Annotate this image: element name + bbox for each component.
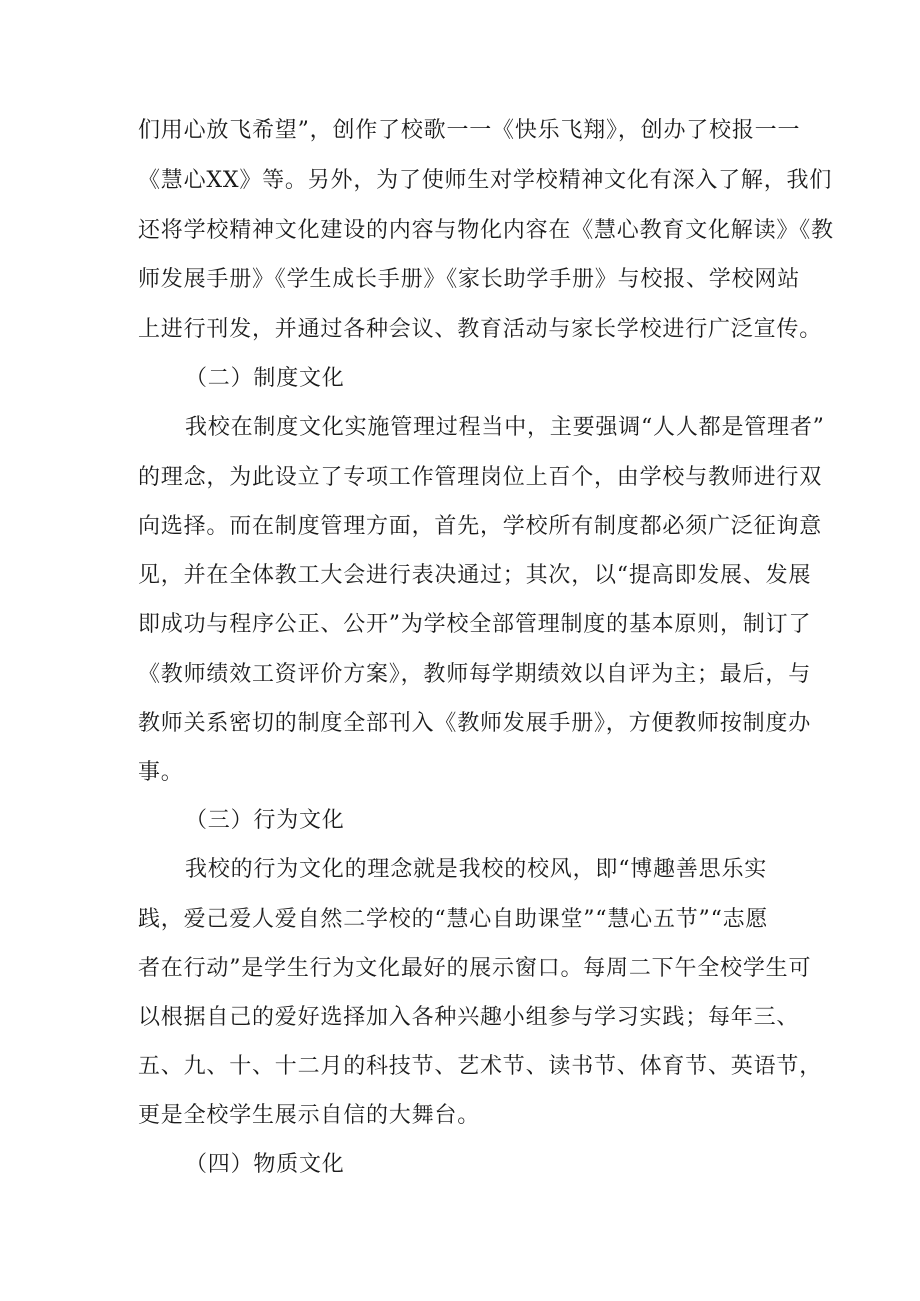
paragraph-line: 见，并在全体教工大会进行表决通过；其次，以“提高即发展、发展	[138, 563, 812, 588]
section-heading-system-culture: （二）制度文化	[185, 366, 345, 391]
paragraph-line: 还将学校精神文化建设的内容与物化内容在《慧心教育文化解读》《教	[138, 218, 834, 243]
paragraph-line: 的理念，为此设立了专项工作管理岗位上百个，由学校与教师进行双	[138, 465, 823, 490]
paragraph-line: 们用心放飞希望”，创作了校歌一一《快乐飞翔》，创办了校报一一	[138, 118, 801, 143]
paragraph-line: 更是全校学生展示自信的大舞台。	[138, 1103, 481, 1128]
paragraph-line: 以根据自己的爱好选择加入各种兴趣小组参与学习实践；每年三、	[138, 1005, 800, 1030]
section-heading-material-culture: （四）物质文化	[185, 1152, 345, 1177]
paragraph-line: 上进行刊发，并通过各种会议、教育活动与家长学校进行广泛宣传。	[138, 317, 823, 342]
paragraph-line: 《教师绩效工资评价方案》，教师每学期绩效以自评为主；最后，与	[138, 662, 812, 687]
paragraph-line: 践，爱己爱人爱自然二学校的“慧心自助课堂”“慧心五节”“志愿	[138, 907, 769, 932]
section-heading-behavior-culture: （三）行为文化	[185, 808, 345, 833]
paragraph-line: 师发展手册》《学生成长手册》《家长助学手册》与校报、学校网站	[138, 267, 801, 292]
paragraph-line: 向选择。而在制度管理方面，首先，学校所有制度都必须广泛征询意	[138, 514, 823, 539]
paragraph-line: 教师关系密切的制度全部刊入《教师发展手册》，方便教师按制度办	[138, 711, 812, 736]
paragraph-line: 者在行动”是学生行为文化最好的展示窗口。每周二下午全校学生可	[138, 956, 812, 981]
paragraph-line: 我校在制度文化实施管理过程当中，主要强调“人人都是管理者”	[185, 415, 825, 440]
paragraph-line: 即成功与程序公正、公开”为学校全部管理制度的基本原则，制订了	[138, 612, 812, 637]
paragraph-line: 《慧心XX》等。另外，为了使师生对学校精神文化有深入了解，我们	[138, 168, 833, 193]
paragraph-line: 事。	[138, 760, 184, 785]
paragraph-line: 我校的行为文化的理念就是我校的校风，即“博趣善思乐实	[185, 857, 768, 882]
paragraph-line: 五、九、十、十二月的科技节、艺术节、读书节、体育节、英语节，	[138, 1054, 823, 1079]
